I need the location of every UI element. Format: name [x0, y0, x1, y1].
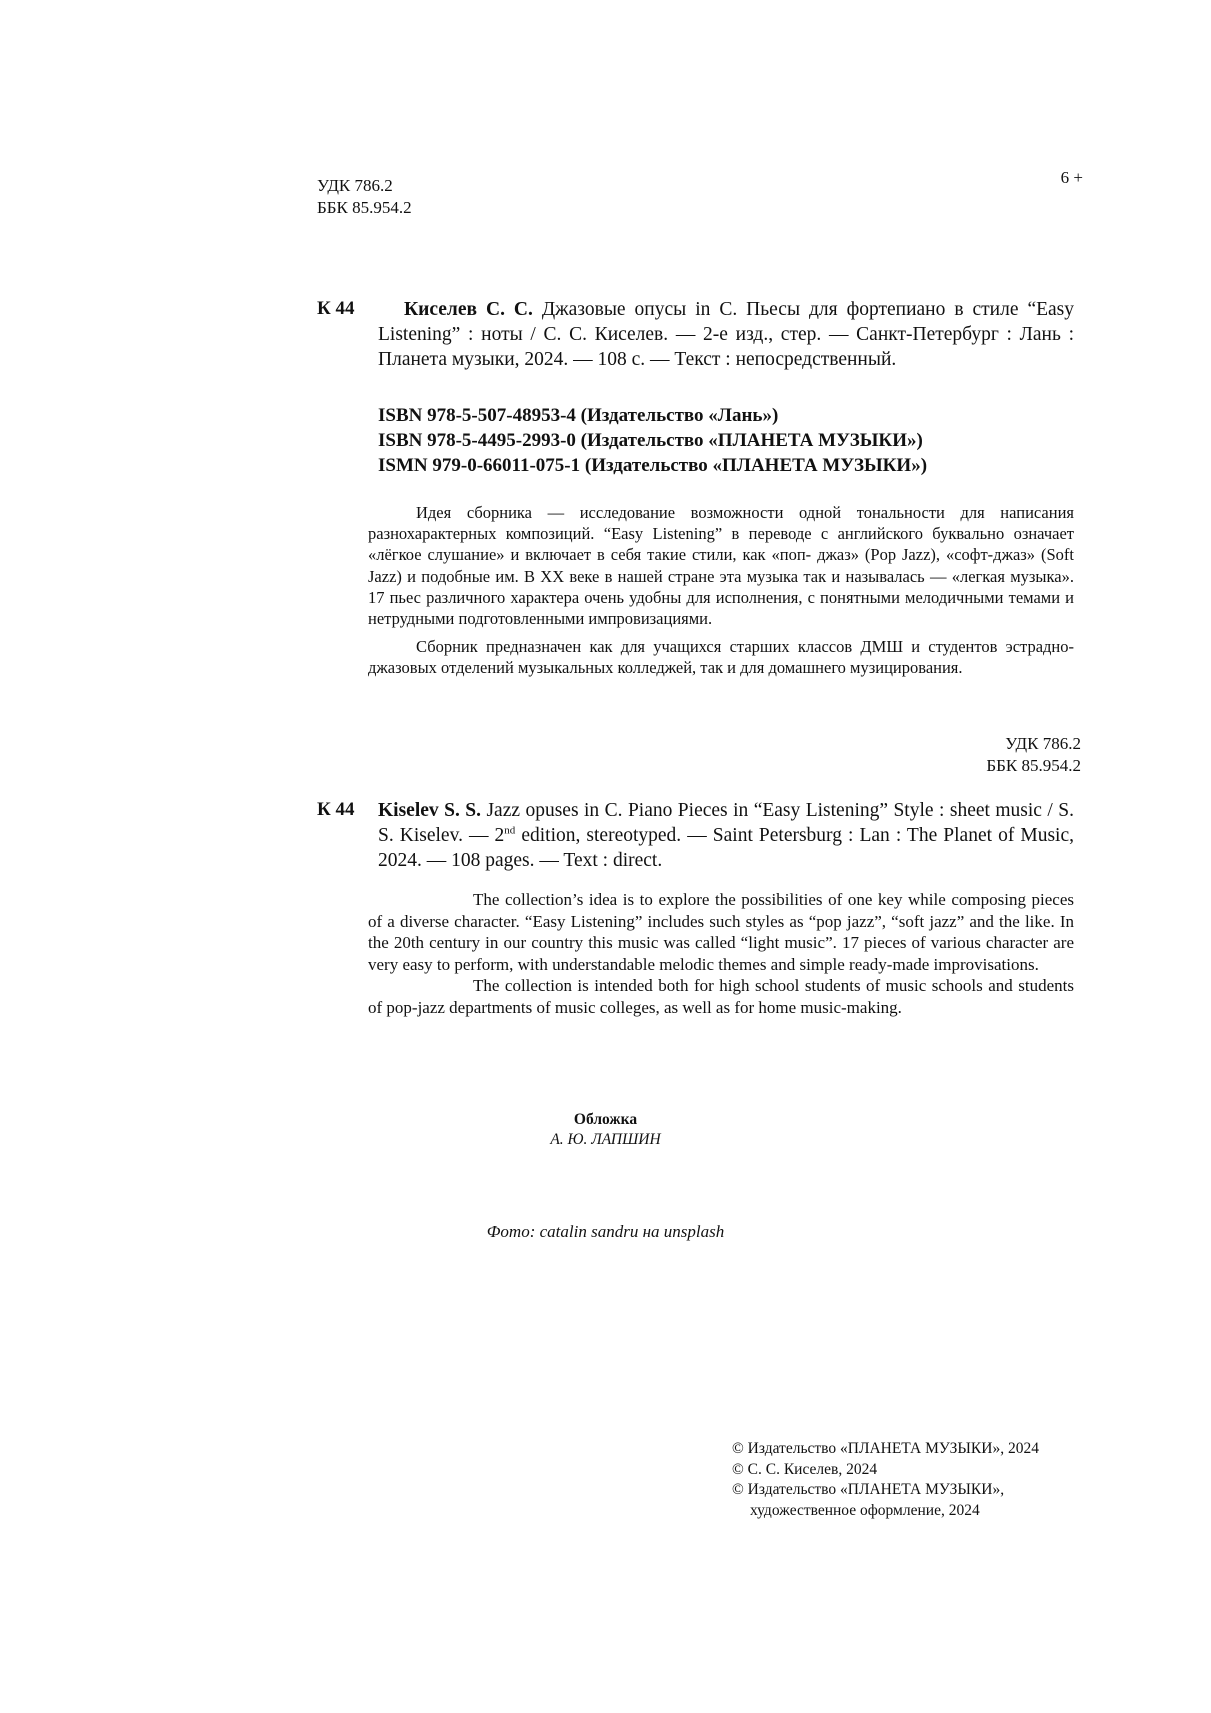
record-author-ru: Киселев С. С.: [404, 299, 533, 320]
abstract-paragraph: The collection is intended both for high school students of music schools and students of pop-jazz departments of music colleges, as well as for home music-making.: [368, 976, 1074, 1017]
record-text-ru: Джазовые опусы in C. Пьесы для фортепиано в стиле “Easy Listening” : ноты / С. С. Киселев. — 2-е изд., стер. — Санкт-Петербург : Лань : Планета музыки, 2024. — 108 с. — Текст : непосредственный.: [378, 299, 1075, 370]
abstract-ru: [368, 502, 1074, 686]
classification-codes-top: [317, 175, 412, 219]
bbk-code: ББК 85.954.2: [986, 756, 1081, 775]
copyright-line: © Издательство «ПЛАНЕТА МУЗЫКИ», 2024: [732, 1440, 1039, 1457]
author-sign-en: К 44: [317, 799, 355, 820]
record-author-en: Kiselev S. S.: [378, 800, 481, 821]
bbk-code: ББК 85.954.2: [317, 198, 412, 217]
abstract-paragraph: Сборник предназначен как для учащихся старших классов ДМШ и студентов эстрадно-джазовых отделений музыкальных колледжей, так и для домашнего музицирования.: [368, 637, 1074, 678]
abstract-paragraph: Идея сборника — исследование возможности одной тональности для написания разнохарактерных композиций. “Easy Listening” в переводе с английского буквально означает «лёгкое слушание» и включает в себя такие стили, как «поп- джаз» (Pop Jazz), «софт-джаз» (Soft Jazz) и подобные им. В XX веке в нашей стране эта музыка так и называлась — «легкая музыка». 17 пьес различного характера очень удобны для исполнения, с понятными мелодичными темами и нетрудными подготовленными импровизациями.: [368, 503, 1074, 629]
abstract-paragraph: The collection’s idea is to explore the possibilities of one key while composing pieces of a diverse character. “Easy Listening” includes such styles as “pop jazz”, “soft jazz” and the like. In the 20th century in our country this music was called “light music”. 17 pieces of various character are very easy to perform, with understandable melodic themes and simple ready-made improvisations.: [368, 890, 1074, 974]
udc-code: УДК 786.2: [317, 176, 393, 195]
bibliographic-record-en: [378, 798, 1074, 873]
isbn-block: [378, 403, 927, 478]
edition-superscript: nd: [504, 824, 516, 837]
copyright-line: художественное оформление, 2024: [750, 1501, 980, 1519]
cover-credit-title: Обложка: [573, 1111, 638, 1128]
cover-credit-artist: А. Ю. ЛАПШИН: [550, 1131, 661, 1148]
copyright-line: © С. С. Киселев, 2024: [732, 1460, 878, 1478]
abstract-en: [368, 889, 1074, 1019]
udc-code: УДК 786.2: [1005, 734, 1081, 753]
isbn-line: ISBN 978-5-4495-2993-0 (Издательство «ПЛАНЕТА МУЗЫКИ»): [378, 430, 923, 451]
ismn-line: ISMN 979-0-66011-075-1 (Издательство «ПЛАНЕТА МУЗЫКИ»): [378, 455, 928, 476]
isbn-line: ISBN 978-5-507-48953-4 (Издательство «Лань»): [378, 405, 779, 426]
record-text-en-part1: Jazz opuses in C. Piano Pieces in “Easy Listening” Style : sheet music / S. S. Kiselev. — 2: [378, 800, 1075, 846]
bibliographic-record-ru: [378, 297, 1074, 372]
copyright-block: [732, 1439, 1039, 1521]
age-rating: 6 +: [1060, 168, 1083, 187]
record-text-en-part2: edition, stereotyped. — Saint Petersburg : Lan : The Planet of Music, 2024. — 108 pages. — Text : direct.: [378, 825, 1074, 871]
cover-credit: [0, 1110, 1211, 1150]
copyright-line: © Издательство «ПЛАНЕТА МУЗЫКИ»,: [732, 1481, 1005, 1498]
author-sign-ru: К 44: [317, 298, 355, 319]
classification-codes-right: [986, 733, 1081, 777]
photo-credit: Фото: catalin sandru на unsplash: [486, 1222, 725, 1241]
